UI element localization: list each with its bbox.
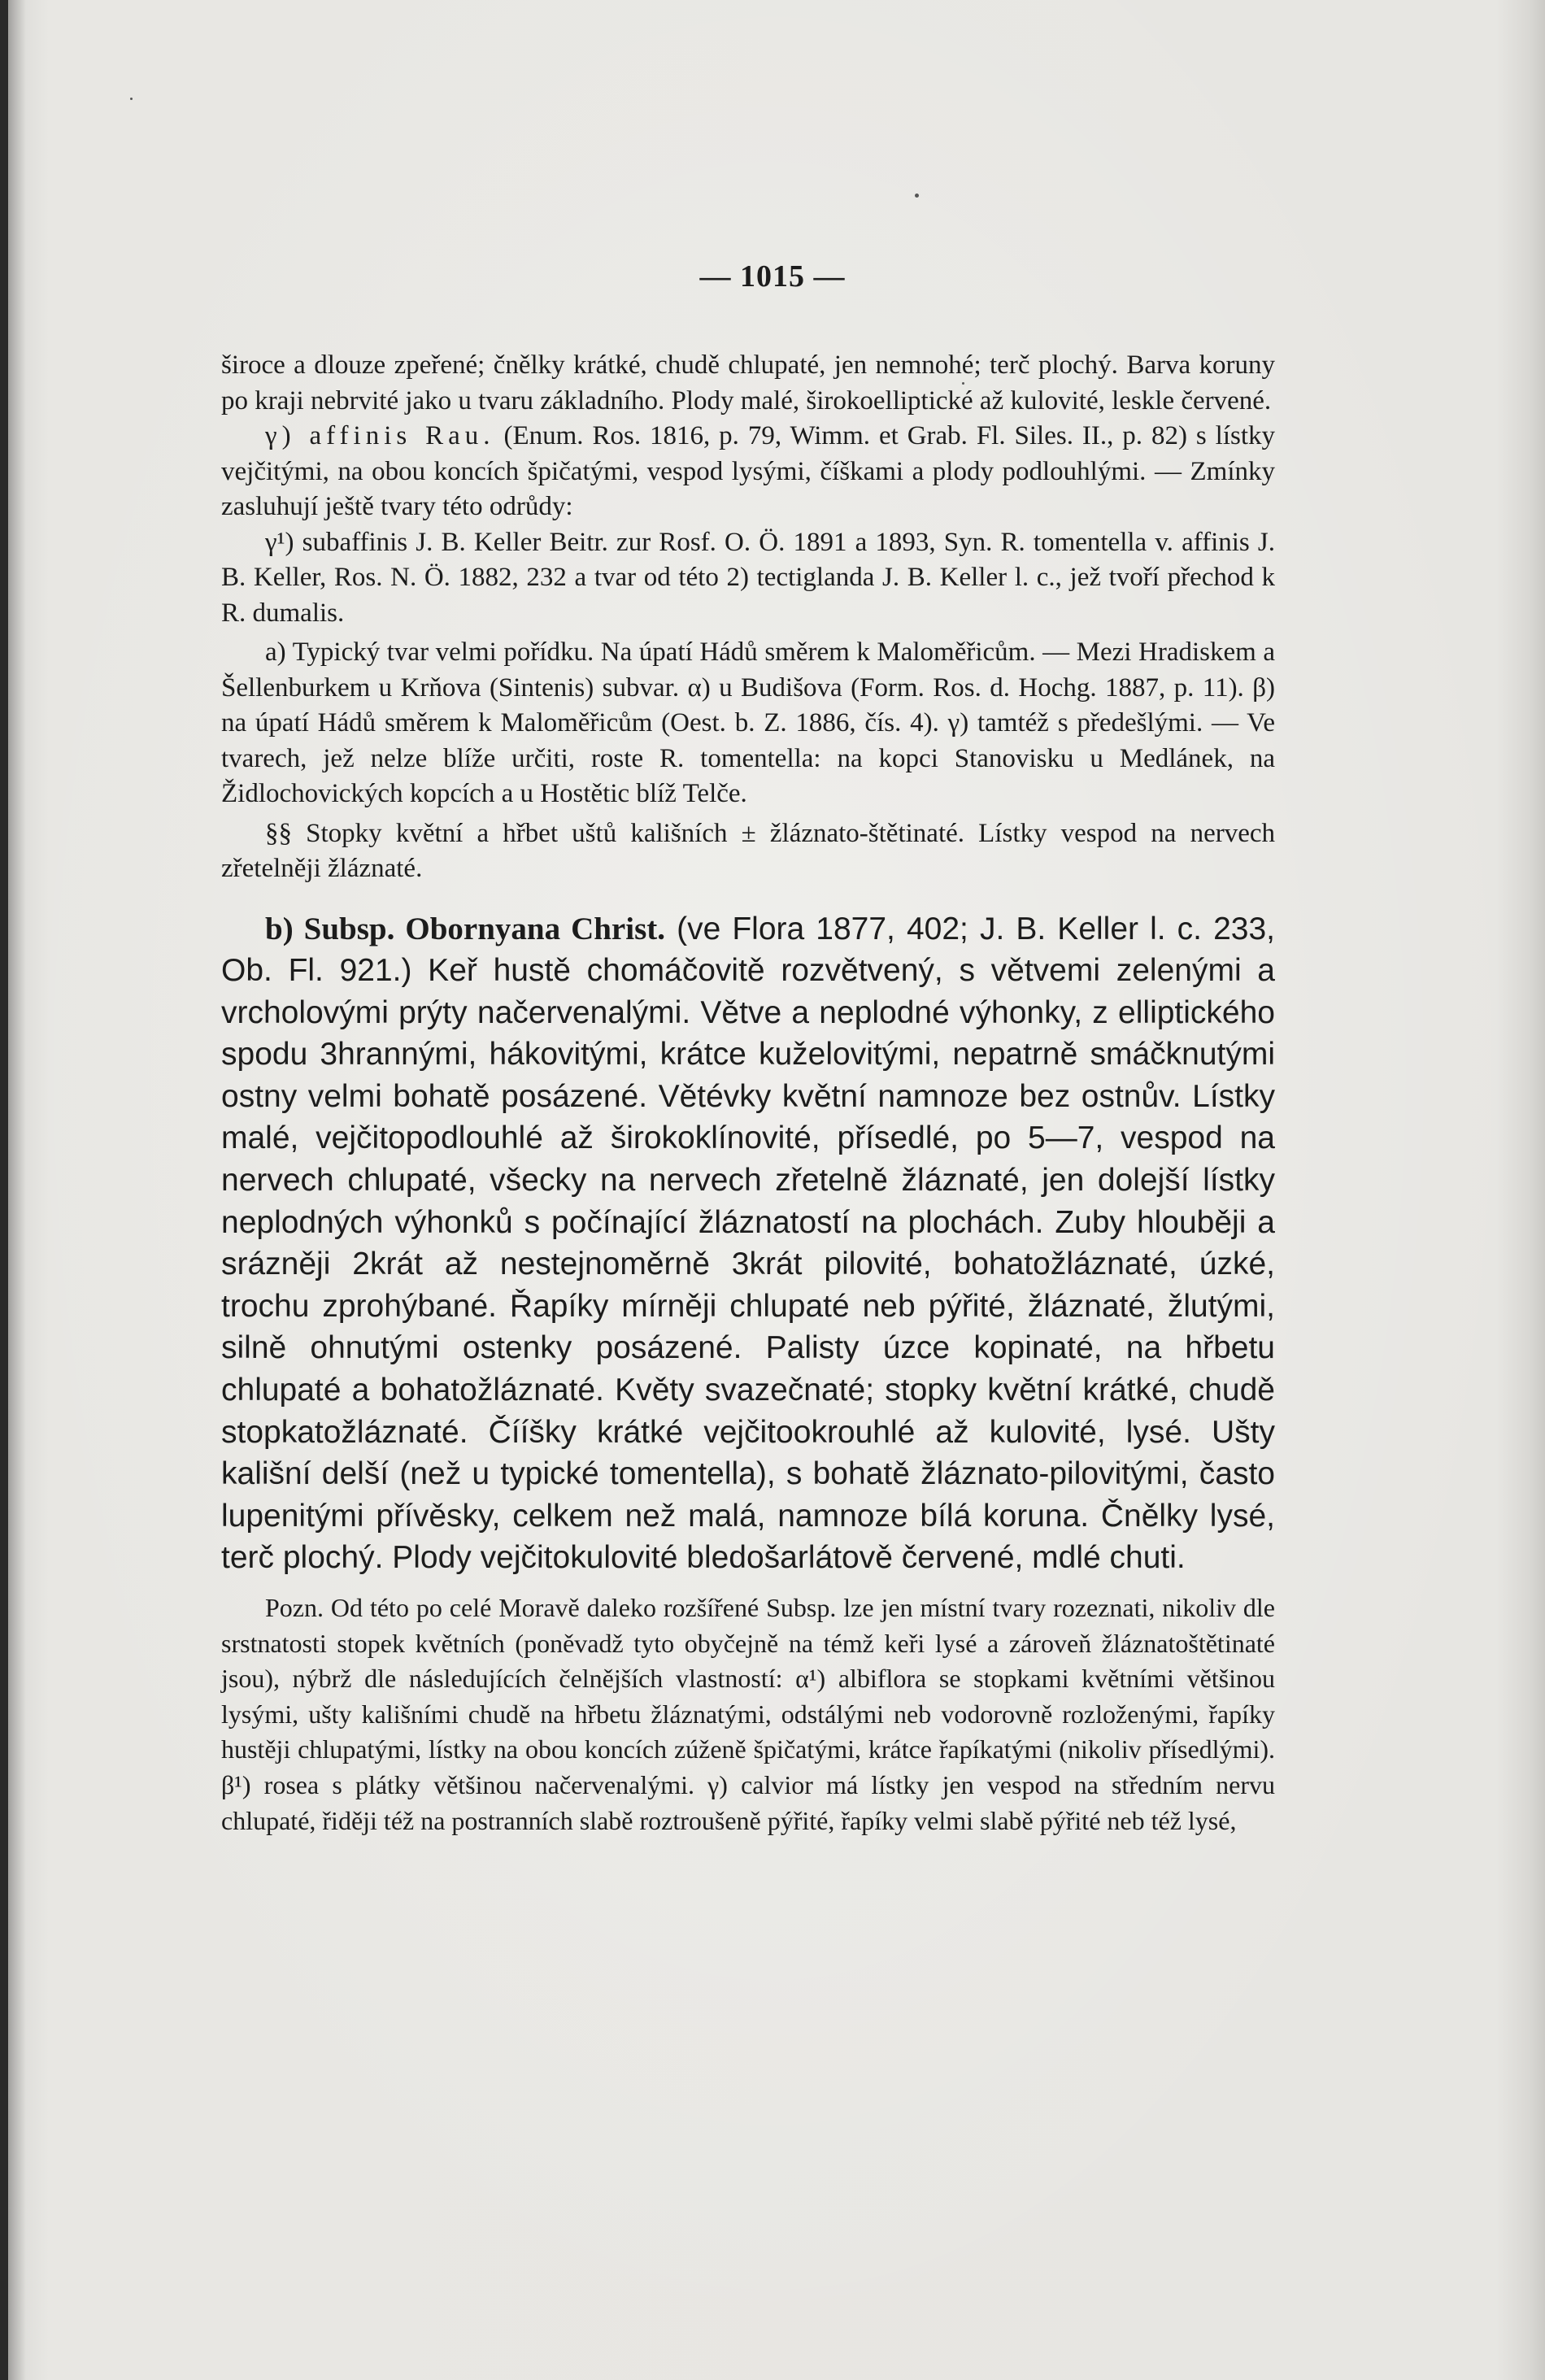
page-number: — 1015 — (699, 259, 846, 294)
note-paragraph: Pozn. Od této po celé Moravě daleko rozšířené Subsp. lze jen místní tvary rozeznati, nikoliv dle srstnatosti stopek květních (poněvadž tyto obyčejně na témž keři lysé a zároveň žláznatoštětinaté jsou), nýbrž dle následujících čelnějších vlastností: α¹) albiflora se stopkami květními většinou lysými, ušty kališními chudě na hřbetu žláznatými, odstálými neb vodorovně rozloženými, řapíky hustěji chlupatými, lístky na obou koncích zúženě špičatými, krátce řapíkatými (nikoliv přísedlými). β¹) rosea s plátky většinou načervenalými. γ) calvior má lístky jen vespod na středním nervu chlupaté, řiději též na postranních slabě roztroušeně pýřité, řapíky velmi slabě pýřité neb též lysé, (221, 1593, 1275, 1835)
typical-form-paragraph: a) Typický tvar velmi pořídku. Na úpatí Hádů směrem k Maloměřicům. — Mezi Hradiskem a Šellenburkem u Krňova (Sintenis) subvar. α) u Budišova (Form. Ros. d. Hochg. 1887, p. 11). β) na úpatí Hádů směrem k Maloměřicům (Oest. b. Z. 1886, čís. 4). γ) tamtéž s předešlými. — Ve tvarech, jež nelze blíže určiti, roste R. tomentella: na kopci Stanovisku u Medlánek, na Židlochovických kopcích a u Hostětic blíž Telče. (221, 637, 1275, 808)
text-block (221, 348, 1275, 1838)
small-print-section (221, 348, 1275, 887)
scan-speck (915, 194, 919, 198)
subspecies-heading: b) Subsp. Obornyana Christ. (265, 911, 665, 946)
gamma-label: γ) affinis Rau. (265, 421, 495, 450)
section-ss-paragraph: §§ Stopky květní a hřbet uštů kališních ± žláznato-štětinaté. Lístky vespod na nervech zřetelněji žláznaté. (221, 818, 1275, 883)
subspecies-description: (ve Flora 1877, 402; J. B. Keller l. c. 233, Ob. Fl. 921.) Keř hustě chomáčovitě rozvětvený, s větvemi zelenými a vrcholovými prýty načervenalými. Větve a neplodné výhonky, z elliptického spodu 3hrannými, hákovitými, krátce kuželovitými, nepatrně smáčknutými ostny velmi bohatě posázené. Větévky květní namnoze bez ostnův. Lístky malé, vejčitopodlouhlé až širokoklínovité, přísedlé, po 5—7, vespod na nervech chlupaté, všecky na nervech zřetelně žláznaté, jen dolejší lístky neplodných výhonků s počínající žláznatostí na plochách. Zuby hlouběji a srázněji 2krát až nestejnoměrně 3krát pilovité, bohatožláznaté, úzké, trochu zprohýbané. Řapíky mírněji chlupaté neb pýřité, žláznaté, žlutými, silně ohnutými ostenky posázené. Palisty úzce kopinaté, na hřbetu chlupaté a bohatožláznaté. Květy svazečnaté; stopky květní krátké, chudě stopkatožláznaté. Čííšky krátké vejčitookrouhlé až kulovité, lysé. Ušty kališní delší (než u typické tomentella), s bohatě žláznato-pilovitými, často lupenitými přívěsky, celkem než malá, namnoze bílá koruna. Čnělky lysé, terč plochý. Plody vejčitokulovité bledošarlátově červené, mdlé chuti. (221, 911, 1276, 1576)
scan-speck (130, 98, 133, 100)
subspecies-section (221, 908, 1275, 1580)
subspecies-paragraph (221, 908, 1275, 1580)
gamma-text: (Enum. Ros. 1816, p. 79, Wimm. et Grab. Fl. Siles. II., p. 82) s lístky vejčitými, na obou koncích špičatými, vespod lysými, číškami a plody podlouhlými. — Zmínky zasluhují ještě tvary této odrůdy: (221, 421, 1275, 521)
gamma-paragraph (221, 419, 1275, 525)
note-section (221, 1590, 1275, 1838)
gamma1-paragraph: γ¹) subaffinis J. B. Keller Beitr. zur Rosf. O. Ö. 1891 a 1893, Syn. R. tomentella v. affinis J. B. Keller, Ros. N. Ö. 1882, 232 a tvar od této 2) tectiglanda J. B. Keller l. c., jež tvoří přechod k R. dumalis. (221, 527, 1275, 628)
binding-shadow (8, 0, 26, 2380)
intro-paragraph: široce a dlouze zpeřené; čnělky krátké, chudě chlupaté, jen nemnohé; terč plochý. Barva koruny po kraji nebrvité jako u tvaru základního. Plody malé, širokoelliptické až kulovité, leskle červené. (221, 350, 1275, 416)
binding-edge (0, 0, 8, 2380)
